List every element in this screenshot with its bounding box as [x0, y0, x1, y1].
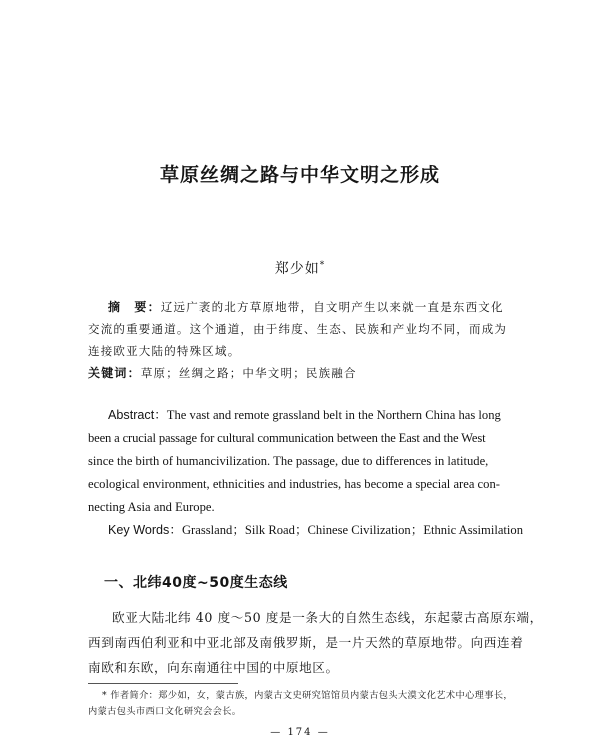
english-abstract-text: The vast and remote grassland belt in the Northern China has long — [166, 408, 501, 422]
author-footnote-mark: * — [319, 260, 326, 271]
english-abstract-line-2: been a crucial passage for cultural communication between the East and the West — [88, 431, 486, 445]
english-abstract-line-1 — [88, 404, 528, 427]
chinese-keywords — [88, 362, 528, 384]
chinese-abstract-label: 摘 要： — [108, 300, 161, 314]
footnote-text: 作者简介：郑少如，女，蒙古族，内蒙古文史研究馆馆员内蒙古包头大漠文化艺术中心理事长， — [110, 690, 514, 701]
chinese-keywords-text: 草原；丝绸之路；中华文明；民族融合 — [140, 366, 357, 380]
footnote-divider — [88, 683, 238, 684]
chinese-abstract-line-1 — [88, 296, 528, 318]
footnote-mark: * — [102, 690, 107, 701]
footnote — [88, 688, 528, 720]
section-body — [88, 605, 543, 680]
chinese-abstract-text: 辽远广袤的北方草原地带，自文明产生以来就一直是东西文化 — [160, 300, 504, 314]
paper-title: 草原丝绸之路与中华文明之形成 — [159, 164, 440, 186]
author-name — [0, 258, 600, 278]
body-line-2: 西到南西伯利亚和中亚北部及南俄罗斯，是一片天然的草原地带。向西连着 — [88, 635, 524, 650]
chinese-abstract-line-2: 交流的重要通道。这个通道，由于纬度、生态、民族和产业均不同，而成为 — [88, 322, 508, 336]
english-abstract-line-3: since the birth of humancivilization. The passage, due to differences in latitude, — [88, 454, 489, 468]
author-name-text: 郑少如 — [274, 261, 320, 277]
chinese-abstract-line-3: 连接欧亚大陆的特殊区域。 — [88, 344, 241, 358]
english-abstract-line-5: necting Asia and Europe. — [88, 500, 215, 514]
page-number: — 174 — — [270, 727, 330, 738]
section-heading: 一、北纬40度~50度生态线 — [104, 575, 288, 591]
footnote-line-1 — [88, 688, 528, 704]
english-abstract-label: Abstract： — [108, 408, 167, 422]
footnote-line-2: 内蒙古包头市西口文化研究会会长。 — [88, 706, 242, 717]
body-line-1: 欧亚大陆北纬 40 度～50 度是一条大的自然生态线，东起蒙古高原东端， — [112, 610, 543, 625]
english-abstract-line-4: ecological environment, ethnicities and industries, has become a special area con- — [88, 477, 500, 491]
english-keywords-label: Key Words： — [108, 523, 182, 537]
english-keywords-text: Grassland；Silk Road；Chinese Civilization；Ethnic Assimilation — [181, 523, 524, 537]
chinese-keywords-label: 关键词： — [88, 366, 141, 380]
body-line-3: 南欧和东欧，向东南通往中国的中原地区。 — [88, 660, 339, 675]
english-abstract — [88, 404, 528, 542]
chinese-abstract — [88, 296, 528, 384]
english-keywords — [88, 519, 528, 542]
